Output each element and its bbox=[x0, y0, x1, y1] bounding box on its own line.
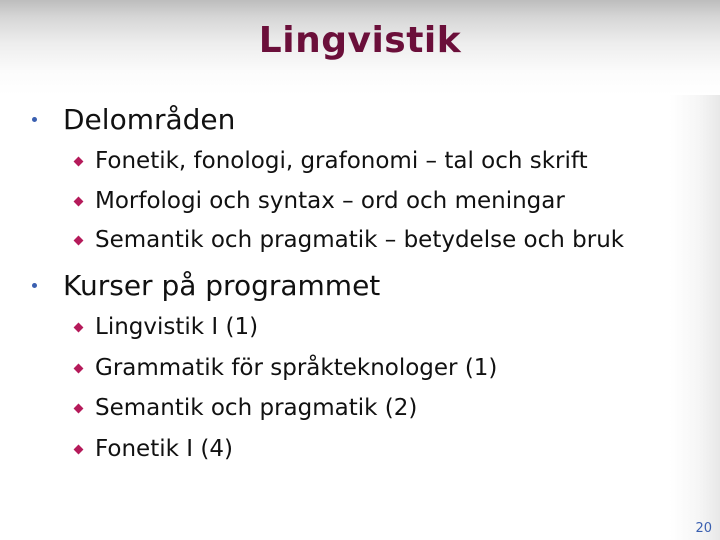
diamond-bullet-icon bbox=[74, 156, 84, 166]
sub-bullet-text: Fonetik I (4) bbox=[95, 436, 233, 462]
sub-bullet-item bbox=[75, 148, 588, 174]
sub-bullet-item bbox=[75, 314, 258, 340]
sub-bullet-item bbox=[75, 227, 624, 253]
bullet-heading: Delområden bbox=[63, 103, 236, 136]
page-number: 20 bbox=[695, 521, 712, 536]
diamond-bullet-icon bbox=[74, 403, 84, 413]
sub-bullet-item bbox=[75, 188, 565, 214]
diamond-bullet-icon bbox=[74, 322, 84, 332]
diamond-bullet-icon bbox=[74, 196, 84, 206]
sub-bullet-text: Fonetik, fonologi, grafonomi – tal och skrift bbox=[95, 148, 588, 174]
slide-title: Lingvistik bbox=[258, 20, 462, 61]
sub-bullet-text: Grammatik för språkteknologer (1) bbox=[95, 355, 498, 381]
bullet-heading: Kurser på programmet bbox=[63, 269, 381, 302]
round-bullet-icon bbox=[32, 117, 37, 122]
sub-bullet-text: Semantik och pragmatik – betydelse och bruk bbox=[95, 227, 625, 253]
sub-bullet-text: Lingvistik I (1) bbox=[95, 314, 259, 340]
bullet-kurser bbox=[30, 269, 380, 302]
sub-bullet-text: Morfologi och syntax – ord och meningar bbox=[95, 188, 565, 214]
diamond-bullet-icon bbox=[74, 363, 84, 373]
round-bullet-icon bbox=[32, 283, 37, 288]
bullet-delomraden bbox=[30, 103, 235, 136]
sub-bullet-item bbox=[75, 355, 497, 381]
diamond-bullet-icon bbox=[74, 444, 84, 454]
sub-bullet-item bbox=[75, 436, 233, 462]
sub-bullet-text: Semantik och pragmatik (2) bbox=[95, 395, 418, 421]
diamond-bullet-icon bbox=[74, 235, 84, 245]
sub-bullet-item bbox=[75, 395, 417, 421]
